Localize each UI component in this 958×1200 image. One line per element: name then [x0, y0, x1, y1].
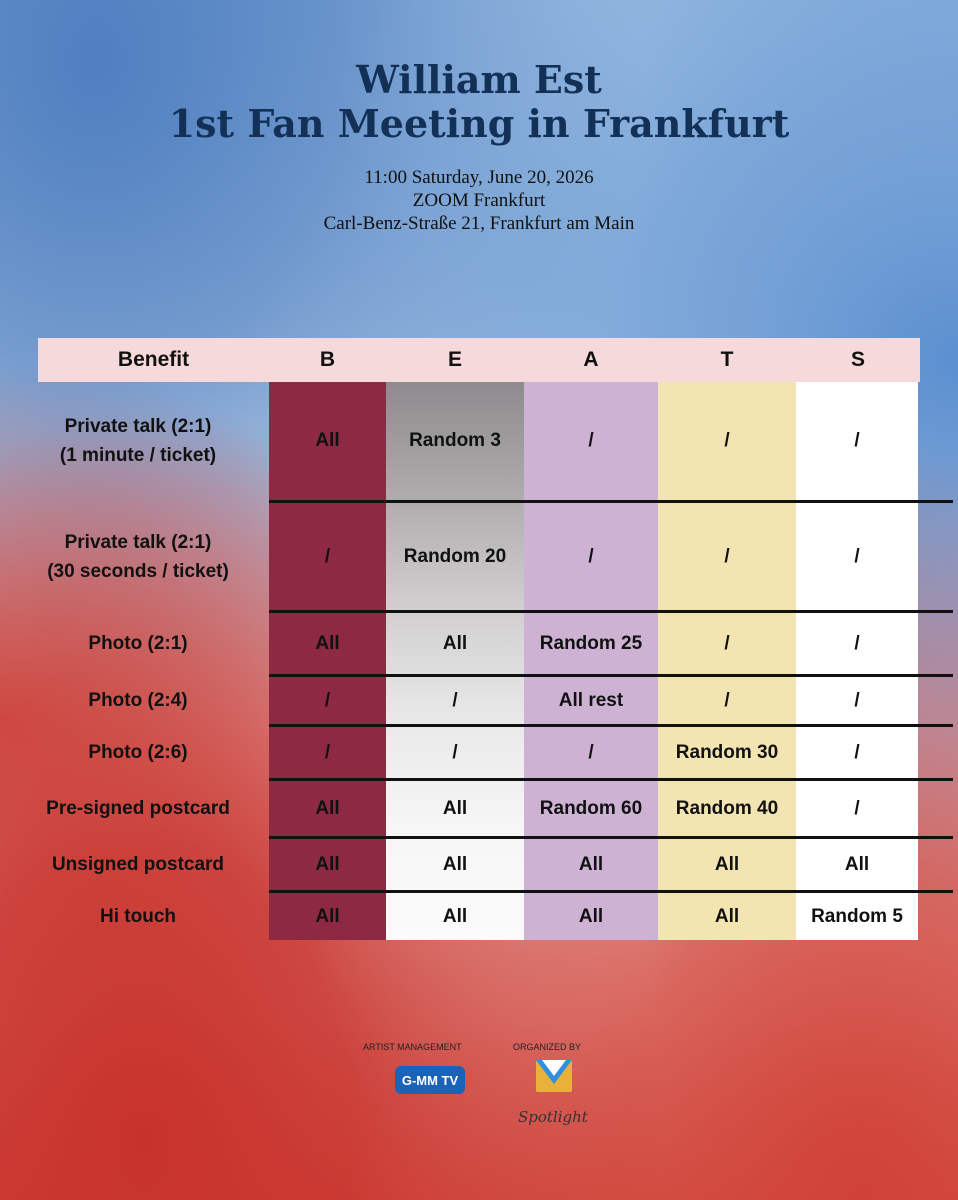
gmm-logo: G-MM TV: [395, 1066, 465, 1094]
row-label-line2: (30 seconds / ticket): [47, 560, 229, 582]
cell-s: /: [854, 689, 860, 711]
row-label: Photo (2:4): [88, 690, 188, 711]
spotlight-logo-icon: [534, 1058, 574, 1094]
cell-e: /: [452, 689, 458, 711]
cell-s: Random 5: [811, 905, 903, 927]
cell-b: All: [315, 797, 340, 819]
cell-s: /: [854, 430, 860, 451]
cell-e: Random 3: [409, 430, 501, 451]
row-label-line1: Private talk (2:1): [64, 531, 212, 553]
header-s: S: [850, 348, 865, 371]
cell-s: /: [854, 741, 860, 763]
cell-s: All: [844, 853, 870, 875]
table-row: [38, 613, 920, 674]
cell-b: All: [315, 430, 340, 451]
table-body: [38, 382, 920, 940]
cell-s: /: [854, 545, 860, 567]
table-header-row: [38, 338, 920, 382]
cell-t: Random 30: [675, 741, 779, 763]
cell-e: /: [452, 741, 458, 763]
event-title-line2: 1st Fan Meeting in Frankfurt: [168, 101, 790, 146]
cell-b: All: [315, 905, 340, 927]
table-row: [38, 893, 920, 940]
cell-t: /: [724, 430, 730, 451]
row-label: Photo (2:6): [88, 742, 188, 763]
table-row: [38, 839, 920, 890]
cell-t: Random 40: [675, 797, 779, 819]
header-a: A: [583, 348, 599, 371]
cell-a: /: [588, 741, 594, 763]
header-t: T: [720, 348, 734, 371]
table-row: [38, 677, 920, 724]
cell-b: /: [324, 741, 331, 763]
cell-b: /: [324, 545, 331, 567]
cell-a: All: [578, 853, 604, 875]
cell-e: All: [442, 632, 468, 654]
cell-t: /: [724, 632, 730, 654]
row-label: [8, 412, 268, 470]
cell-a: All: [578, 905, 604, 927]
spotlight-logo-text: Spotlight: [518, 1108, 588, 1126]
event-info: [0, 166, 958, 235]
table-row: [38, 503, 920, 610]
cell-a: /: [588, 430, 594, 451]
table-row: [38, 382, 920, 500]
cell-b: All: [315, 632, 340, 654]
table-row: [38, 727, 920, 778]
cell-s: /: [854, 632, 860, 654]
cell-e: Random 20: [403, 545, 507, 567]
cell-t: /: [724, 689, 730, 711]
cell-t: All: [714, 905, 740, 927]
row-label: Photo (2:1): [88, 633, 188, 654]
header-e: E: [447, 348, 462, 371]
table-row: [38, 781, 920, 836]
header-benefit: Benefit: [117, 348, 190, 371]
cell-a: /: [588, 545, 594, 567]
row-label: Pre-signed postcard: [46, 798, 230, 819]
cell-e: All: [442, 905, 468, 927]
event-header: [0, 58, 958, 235]
cell-b: All: [315, 853, 340, 875]
row-label: [8, 528, 268, 586]
event-datetime: 11:00 Saturday, June 20, 2026: [364, 167, 594, 188]
event-address: Carl-Benz-Straße 21, Frankfurt am Main: [323, 213, 635, 234]
row-label-line2: (1 minute / ticket): [59, 445, 217, 466]
event-venue: ZOOM Frankfurt: [412, 190, 546, 211]
cell-a: All rest: [558, 689, 624, 711]
cell-e: All: [442, 797, 468, 819]
event-title-line1: William Est: [356, 57, 602, 102]
benefits-table: [38, 338, 920, 940]
row-label: Hi touch: [100, 906, 176, 927]
cell-s: /: [854, 797, 860, 819]
header-b: B: [319, 348, 336, 371]
artist-management-label: ARTIST MANAGEMENT: [363, 1042, 462, 1052]
cell-e: All: [442, 853, 468, 875]
cell-t: All: [714, 853, 740, 875]
cell-a: Random 25: [539, 632, 643, 654]
organized-by-label: ORGANIZED BY: [513, 1042, 582, 1052]
row-label-line1: Private talk (2:1): [64, 416, 212, 437]
cell-a: Random 60: [539, 797, 643, 819]
cell-t: /: [724, 545, 730, 567]
cell-b: /: [324, 689, 331, 711]
row-label: Unsigned postcard: [51, 854, 225, 875]
